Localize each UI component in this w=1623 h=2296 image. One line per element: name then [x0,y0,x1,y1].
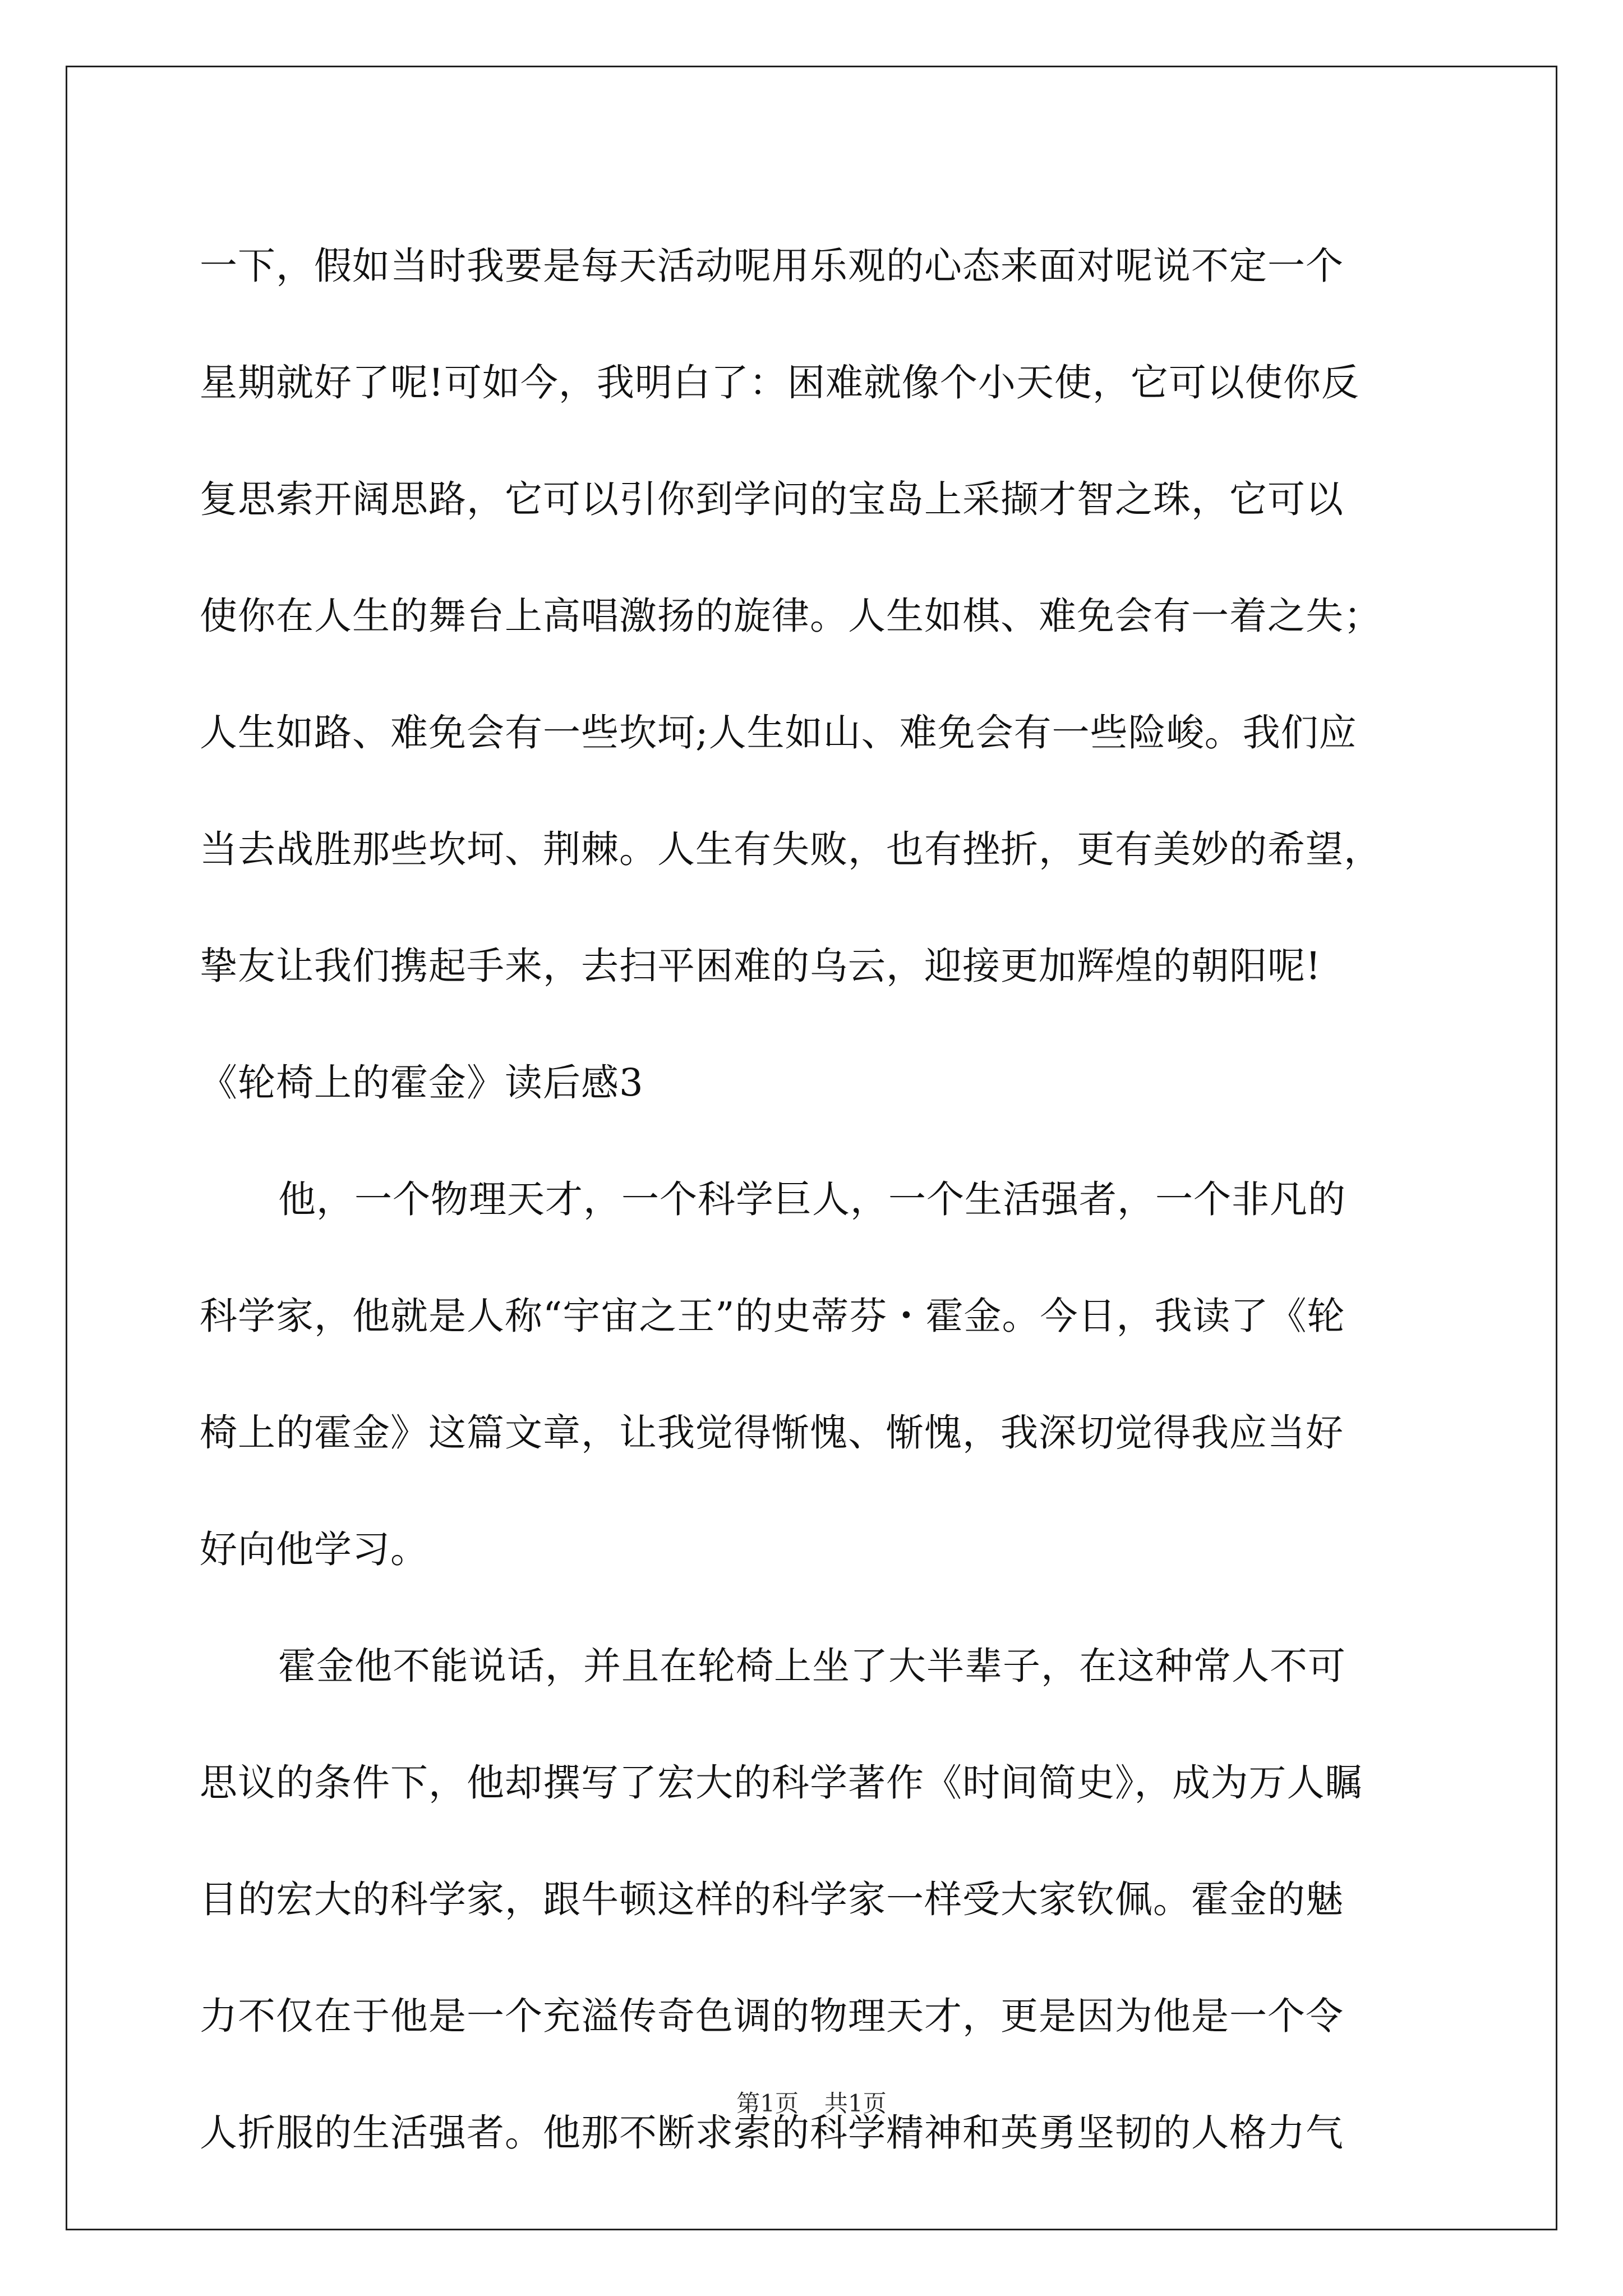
paragraph-line: 思议的条件下，他却撰写了宏大的科学著作《时间简史》，成为万人瞩 [200,1761,1363,1805]
document-body [200,208,1433,2191]
paragraph-line: 目的宏大的科学家，跟牛顿这样的科学家一样受大家钦佩。霍金的魅 [200,1878,1344,1921]
paragraph-line: 他，一个物理天才，一个科学巨人，一个生活强者，一个非凡的 [278,1177,1346,1221]
body-line: 人生如路、难免会有一些坎坷;人生如山、难免会有一些险峻。我们应 [200,711,1357,754]
page-footer [0,2087,1623,2120]
body-line: 复思索开阔思路，它可以引你到学问的宝岛上采撷才智之珠，它可以 [200,477,1344,521]
page-number: 第1页 [736,2090,799,2117]
page-total: 共1页 [824,2090,887,2117]
body-line: 挚友让我们携起手来，去扫平困难的乌云，迎接更加辉煌的朝阳呢! [200,944,1321,988]
body-line: 当去战胜那些坎坷、荆棘。人生有失败，也有挫折，更有美妙的希望， [200,827,1382,871]
body-line: 使你在人生的舞台上高唱激扬的旋律。人生如棋、难免会有一着之失； [200,594,1382,638]
paragraph-line: 椅上的霍金》这篇文章，让我觉得惭愧、惭愧，我深切觉得我应当好 [200,1411,1344,1455]
paragraph-line: 力不仅在于他是一个充溢传奇色调的物理天才，更是因为他是一个令 [200,1994,1344,2038]
body-line: 一下，假如当时我要是每天活动呢用乐观的心态来面对呢说不定一个 [200,244,1344,288]
paragraph-line: 科学家，他就是人称“宇宙之王”的史蒂芬・霍金。今日，我读了《轮 [200,1294,1345,1338]
paragraph-line: 霍金他不能说话，并且在轮椅上坐了大半辈子，在这种常人不可 [278,1644,1346,1688]
paragraph-line: 人折服的生活强者。他那不断求索的科学精神和英勇坚韧的人格力气 [200,2111,1344,2155]
section-title: 《轮椅上的霍金》读后感3 [200,1061,644,1105]
paragraph-line: 好向他学习。 [200,1527,428,1571]
body-line: 星期就好了呢!可如今，我明白了：困难就像个小天使，它可以使你反 [200,361,1359,404]
